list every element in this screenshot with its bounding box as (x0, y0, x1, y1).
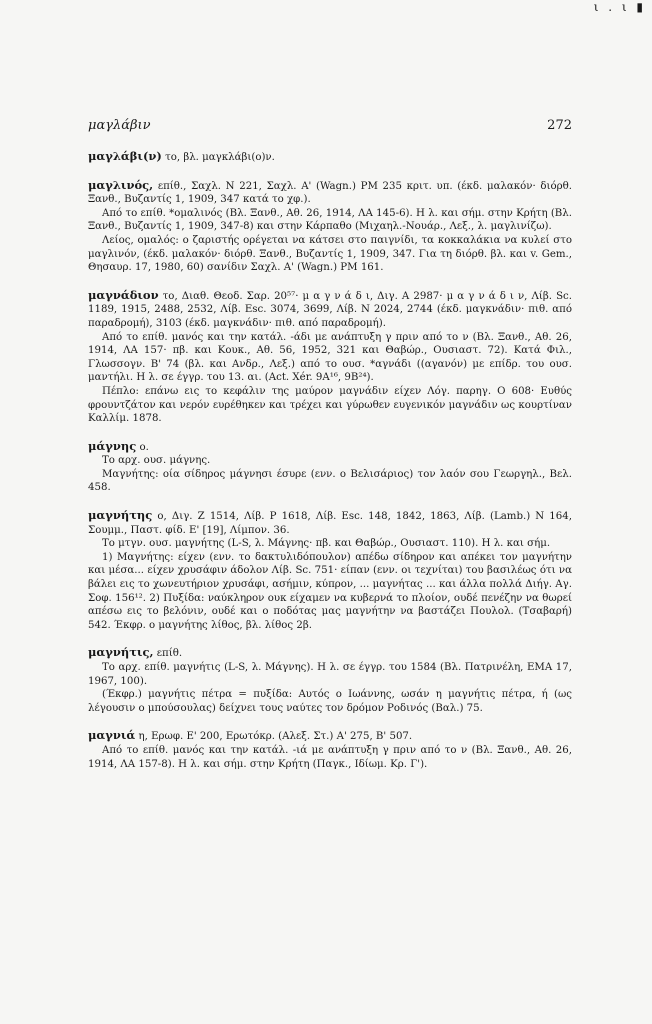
entry-paragraph (88, 468, 572, 495)
entry-headword: μαγνήτις, (88, 645, 154, 660)
entry-text: η, Ερωφ. Ε' 200, Ερωτόκρ. (Αλεξ. Στ.) Α' 275, Β' 507. (138, 731, 413, 743)
entry-first-line (88, 150, 572, 165)
dictionary-entry (88, 179, 572, 275)
dictionary-entry (88, 729, 572, 771)
entry-paragraph (88, 331, 572, 385)
entry-headword: μάγνης (88, 438, 137, 453)
entry-paragraph (88, 454, 572, 468)
entry-text: Το αρχ. ουσ. μάγνης. (102, 455, 211, 467)
entry-text: Πέπλο: επάνω εις το κεφάλιν της μαύρον μαγνάδιν είχεν Λόγ. παρηγ. Ο 608· Ευθύς φρουντζάτον και νερόν ευρέθηκεν και τρέχει και γύρωθεν ευγενικόν μαγνάδιν ως κουρτίναν Καλλίμ. 1878. (88, 385, 572, 425)
entry-text: Από το επίθ. μανός και την κατάλ. -ιά με ανάπτυξη γ πριν από το ν (Βλ. Ξανθ., Αθ. 26, 1914, ΛΑ 157-8). Η λ. και σήμ. στην Κρήτη (Παγκ., Ιδίωμ. Κρ. Γ'). (88, 744, 572, 770)
entry-text: Από το επίθ. *ομαλινός (Βλ. Ξανθ., Αθ. 26, 1914, ΛΑ 145-6). Η λ. και σήμ. στην Κρήτη (Βλ. Ξανθ., Βυζαντίς 1, 1909, 347-8) και στην Κάρπαθο (Μιχαηλ.-Νουάρ., Λεξ., λ. μαγλινίζω). (88, 207, 572, 233)
dictionary-entry (88, 440, 572, 495)
entry-paragraph (88, 744, 572, 771)
entry-headword: μαγνάδιον (88, 287, 159, 302)
entry-headword: μαγλινός, (88, 177, 154, 192)
entry-headword: μαγλάβι(ν) (88, 149, 162, 163)
entry-first-line (88, 509, 572, 537)
entry-headword: μαγνήτης (88, 508, 153, 523)
entry-text: (Έκφρ.) μαγνήτις πέτρα = πυξίδα: Αυτός ο Ιωάννης, ωσάν η μαγνήτις πέτρα, ή (ως λέγουσιν ο μπούσουλας) δείχνει τους ναύτες τον δρόμον Ροδινός (Βαλ.) 75. (88, 689, 572, 714)
entry-paragraph (88, 688, 572, 715)
entry-headword: μαγνιά (88, 728, 136, 743)
entry-text: Από το επίθ. μανός και την κατάλ. -άδι με ανάπτυξη γ πριν από το ν (Βλ. Ξανθ., Αθ. 26, 1914, ΛΑ 157· πβ. και Κουκ., Αθ. 56, 1952, 321 και Θαβώρ., Ουσιαστ. 72). Κατά Φιλ., Γλωσσογν. Β' 74 (βλ. και Ανδρ., Λεξ.) από το ουσ. *αγνάδι ((αγανόν) με επίδρ. του ουσ. μαντήλι. Η λ. σε έγγρ. του 13. αι. (Act. Xér. 9Α¹⁶, 9Β²⁴). (88, 331, 572, 384)
entry-paragraph (88, 234, 572, 275)
dictionary-entry (88, 289, 572, 426)
entry-text: το, Διαθ. Θεοδ. Σαρ. 20⁵⁷· μ α γ ν ά δ ι, Διγ. Α 2987· μ α γ ν ά δ ι ν, Λίβ. Sc. 1189, 1915, 2488, 2532, Λίβ. Esc. 3074, 3699, Λίβ. Ν 2024, 2744 (έκδ. μαγκνάδιν· πιθ. από παραδρομή), 3103 (έκδ. μαγκνάδιν· πιθ. από παραδρομή). (88, 290, 572, 329)
entry-paragraph (88, 551, 572, 633)
entry-text: το, βλ. μαγκλάβι(ο)ν. (165, 152, 275, 163)
entry-first-line (88, 289, 572, 331)
entries-container (88, 150, 572, 785)
entry-paragraph (88, 207, 572, 234)
entry-first-line (88, 440, 572, 455)
entry-first-line (88, 729, 572, 744)
entry-text: ο. (139, 441, 149, 453)
entry-first-line (88, 179, 572, 207)
entry-paragraph (88, 537, 572, 551)
corner-mark: ι . ι ▮ (593, 0, 646, 14)
running-head-word: μαγλάβιν (88, 118, 151, 133)
running-head (88, 118, 572, 136)
page-number: 272 (547, 118, 572, 133)
dictionary-entry (88, 646, 572, 715)
entry-first-line (88, 646, 572, 661)
entry-text: Το αρχ. επίθ. μαγνήτις (L-S, λ. Μάγνης). Η λ. σε έγγρ. του 1584 (Βλ. Πατρινέλη, ΕΜΑ 17, 1967, 100). (88, 662, 572, 687)
entry-text: Το μτγν. ουσ. μαγνήτης (L-S, λ. Μάγνης· πβ. και Θαβώρ., Ουσιαστ. 110). Η λ. και σήμ. (102, 538, 551, 550)
dictionary-entry (88, 150, 572, 165)
entry-text: επίθ. (156, 648, 183, 660)
entry-paragraph (88, 385, 572, 426)
entry-text: Λείος, ομαλός: ο ζαριστής ορέγεται να κάτσει στο παιγνίδι, τα κοκκαλάκια να κυλεί στο μαγλινόν, (έκδ. μαλακόν· διόρθ. Ξανθ., Βυζαντίς 1, 1909, 347. Για τη διόρθ. βλ. και v. Gem., Θησαυρ. 17, 1980, 60) σανίδιν Σαχλ. Α' (Wagn.) PM 161. (88, 234, 572, 274)
entry-text: Μαγνήτης: οία σίδηρος μάγνησι έσυρε (ενν. ο Βελισάριος) τον λαόν σου Γεωργηλ., Βελ. 458. (88, 468, 572, 494)
entry-text: 1) Μαγνήτης: είχεν (ενν. το δακτυλιδόπουλον) απέδω σίδηρον και απέκει τον μαγνήτην και μέσα... είχεν χρυσάφιν άδολον Λίβ. Sc. 751· είπαν (ενν. οι τεχνίται) του βασιλέως ότι να βάλει εις το χωνευτήριον χρυσάφι, ασήμιν, κύπρον, ... μαγνήτας ... και άλλα πολλά Διήγ. Αγ. Σοφ. 156¹². 2) Πυξίδα: ναύκληρον ουκ είχαμεν να κυβερνά το πλοίον, ουδέ πενέζην να θωρεί απέσω εις το βελόνιν, ουδέ και ο ποδότας μας μαγνήτην να βαστάζει Πουλολ. (Τσαβαρή) 542. Έκφρ. ο μαγνήτης λίθος, βλ. λίθος 2β. (88, 551, 572, 631)
entry-paragraph (88, 661, 572, 688)
entry-text: ο, Διγ. Ζ 1514, Λίβ. Ρ 1618, Λίβ. Esc. 148, 1842, 1863, Λίβ. (Lamb.) Ν 164, Σουμμ., Παστ. φίδ. Ε' [19], Λίμπον. 36. (88, 511, 572, 536)
entry-text: επίθ., Σαχλ. Ν 221, Σαχλ. Α' (Wagn.) PM 235 κριτ. υπ. (έκδ. μαλακόν· διόρθ. Ξανθ., Βυζαντίς 1, 1909, 347 κατά το χφ.). (88, 180, 572, 206)
dictionary-entry (88, 509, 572, 632)
